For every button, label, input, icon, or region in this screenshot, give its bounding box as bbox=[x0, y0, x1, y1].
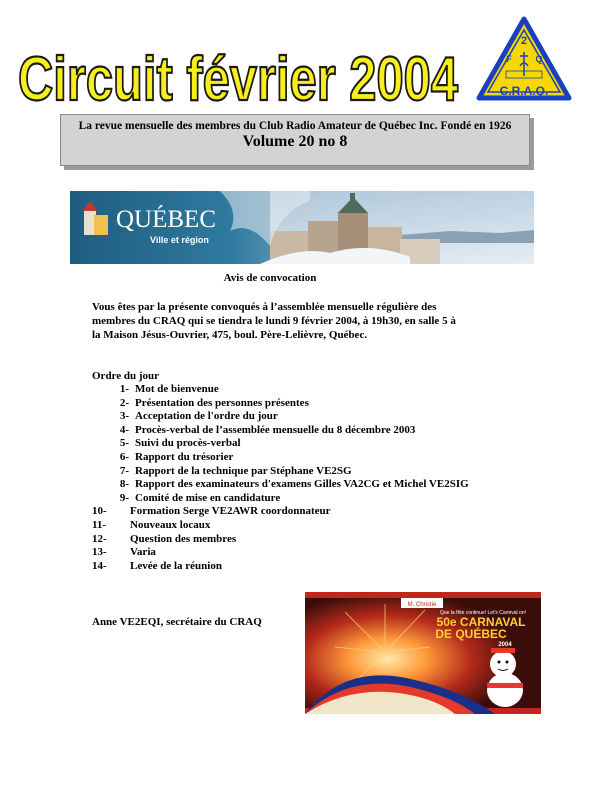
poster-title-line2: DE QUÉBEC bbox=[435, 627, 507, 641]
carnaval-poster-image bbox=[305, 592, 541, 714]
banner-tagline: Ville et région bbox=[150, 235, 209, 245]
agenda-item-text: Varia bbox=[130, 546, 156, 559]
agenda-item-text: Acceptation de l'ordre du jour bbox=[135, 410, 278, 423]
agenda-item-number: 9- bbox=[119, 491, 129, 504]
agenda-item-number: 2- bbox=[119, 396, 129, 409]
agenda-item bbox=[92, 546, 472, 560]
carnaval-poster-graphic bbox=[305, 592, 541, 714]
agenda-item-number: 11- bbox=[92, 518, 107, 531]
agenda-item bbox=[92, 410, 472, 424]
logo-acronym: C.R.A.Q. bbox=[499, 84, 549, 98]
logo-letter-f: F bbox=[506, 54, 512, 64]
agenda-title: Ordre du jour bbox=[92, 370, 160, 382]
agenda-item-number: 7- bbox=[119, 464, 129, 477]
agenda-item-text: Comité de mise en candidature bbox=[135, 491, 281, 504]
agenda-item-number: 12- bbox=[92, 532, 107, 545]
agenda-item bbox=[92, 397, 472, 411]
notice-heading: Avis de convocation bbox=[223, 272, 317, 284]
quebec-banner-graphic bbox=[70, 191, 534, 264]
poster-sponsor: M. Christie bbox=[407, 602, 437, 608]
poster-title-line1: 50e CARNAVAL bbox=[436, 615, 526, 629]
notice-body: Vous êtes par la présente convoqués à l’assemblée mensuelle régulière des membres du CRAQ qui se tiendra le lundi 9 février 2004, à 19h30, en salle 5 à la Maison Jésus-Ouvrier, 475, boul. Père-Lelièvre, Québec. bbox=[92, 301, 456, 341]
craq-logo bbox=[476, 16, 572, 102]
poster-slogan: Que la fête continue! Let's Carnival on! bbox=[439, 610, 527, 616]
volume-number: Volume 20 no 8 bbox=[242, 133, 348, 150]
agenda-item-number: 3- bbox=[119, 410, 129, 423]
agenda-item-text: Mot de bienvenue bbox=[135, 383, 219, 395]
poster-year: 2004 bbox=[498, 642, 512, 648]
masthead-box bbox=[60, 114, 530, 166]
agenda-item-text: Présentation des personnes présentes bbox=[135, 396, 309, 409]
agenda-item-number: 10- bbox=[92, 505, 107, 518]
logo-number: 2 bbox=[520, 35, 528, 47]
agenda-item bbox=[92, 451, 472, 465]
agenda-item bbox=[92, 424, 472, 438]
agenda-item-text: Levée de la réunion bbox=[130, 559, 222, 572]
agenda-item bbox=[92, 492, 472, 506]
agenda-item-text: Nouveaux locaux bbox=[130, 518, 211, 531]
newsletter-title bbox=[14, 42, 464, 112]
agenda-item bbox=[92, 519, 472, 533]
signature: Anne VE2EQI, secrétaire du CRAQ bbox=[92, 616, 262, 628]
quebec-banner-image bbox=[70, 191, 534, 264]
agenda-item-number: 6- bbox=[119, 450, 129, 463]
agenda-item-text: Question des membres bbox=[130, 532, 237, 545]
agenda-item-text: Suivi du procès-verbal bbox=[135, 437, 241, 450]
agenda-item-number: 4- bbox=[119, 423, 129, 436]
banner-brand: QUÉBEC bbox=[116, 206, 216, 233]
agenda-item-number: 8- bbox=[119, 478, 129, 491]
agenda-item-text: Rapport du trésorier bbox=[135, 450, 234, 463]
agenda-item-text: Procès-verbal de l’assemblée mensuelle du 8 décembre 2003 bbox=[135, 423, 416, 436]
newsletter-title-text: Circuit février 2004 bbox=[18, 45, 459, 112]
agenda-item-number: 5- bbox=[119, 437, 129, 450]
agenda-item bbox=[92, 437, 472, 451]
agenda-item-number: 14- bbox=[92, 559, 107, 572]
agenda-item bbox=[92, 383, 472, 397]
masthead-subtitle: La revue mensuelle des membres du Club Radio Amateur de Québec Inc. Fondé en 1926 bbox=[78, 120, 512, 132]
agenda-item-text: Rapport des examinateurs d'examens Gilles VA2CG et Michel VE2SIG bbox=[135, 478, 469, 491]
agenda-item bbox=[92, 533, 472, 547]
agenda-item bbox=[92, 505, 472, 519]
logo-letter-q: Q bbox=[535, 54, 543, 64]
agenda-item-number: 1- bbox=[119, 383, 129, 395]
agenda-item bbox=[92, 465, 472, 479]
agenda-list bbox=[92, 383, 472, 573]
agenda-item bbox=[92, 560, 472, 574]
agenda-item-text: Formation Serge VE2AWR coordonnateur bbox=[130, 505, 331, 518]
agenda-item-text: Rapport de la technique par Stéphane VE2SG bbox=[135, 464, 352, 477]
agenda-item bbox=[92, 478, 472, 492]
agenda-item-number: 13- bbox=[92, 546, 107, 559]
